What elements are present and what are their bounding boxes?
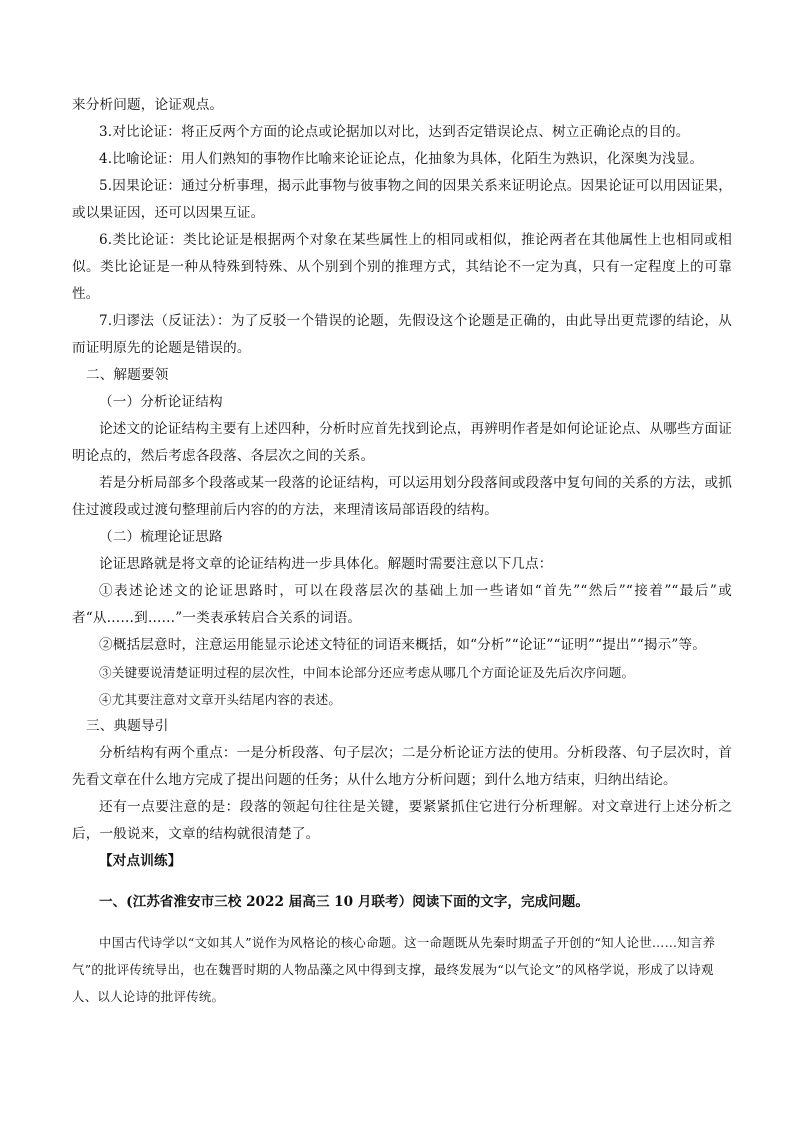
- paragraph-intro-tail: 来分析问题，论证观点。: [72, 97, 224, 113]
- subheading-argument-ideas: （二）梳理论证思路: [99, 529, 223, 545]
- paragraph-structure-1: 论述文的论证结构主要有上述四种，分析时应首先找到论点，再辨明作者是如何论证论点、从哪些方面证明论点的，然后考虑各段落、各层次之间的关系。: [72, 421, 732, 464]
- paragraph-point-2: ②概括层意时，注意运用能显示论述文特征的词语来概括，如“分析”“论证”“证明”“提出”“揭示”等。: [99, 637, 706, 653]
- paragraph-structure-2: 若是分析局部多个段落或某一段落的论证结构，可以运用划分段落间或段落中复句间的关系的方法，或抓住过渡段或过渡句整理前后内容的的方法，来理清该局部语段的结构。: [72, 475, 732, 518]
- paragraph-point-4: ④尤其要注意对文章开头结尾内容的表述。: [99, 692, 342, 707]
- paragraph-metaphor-argument: 4.比喻论证：用人们熟知的事物作比喻来论证论点，化抽象为具体，化陌生为熟识，化深奥为浅显。: [99, 151, 704, 167]
- paragraph-reductio-argument: 7.归谬法（反证法）：为了反驳一个错误的论题，先假设这个论题是正确的，由此导出更荒谬的结论，从而证明原先的论题是错误的。: [72, 313, 732, 356]
- section-heading-examples: 三、典题导引: [86, 718, 169, 734]
- question-title: 一、(江苏省淮安市三校 2022 届高三 10 月联考）阅读下面的文字，完成问题。: [99, 893, 589, 910]
- paragraph-point-1: ①表述论述文的论证思路时，可以在段落层次的基础上加一些诸如“首先”“然后”“接着”“最后”或者“从……到……”一类表承转启合关系的词语。: [72, 583, 732, 626]
- paragraph-contrast-argument: 3.对比论证：将正反两个方面的论点或论据加以对比，达到否定错误论点、树立正确论点的目的。: [99, 124, 690, 140]
- paragraph-example-1: 分析结构有两个重点：一是分析段落、句子层次；二是分析论证方法的使用。分析段落、句子层次时，首先看文章在什么地方完成了提出问题的任务；从什么地方分析问题；到什么地方结束，归纳出结论。: [72, 745, 732, 788]
- section-heading-key-points: 二、解题要领: [86, 367, 169, 383]
- reading-passage: 中国古代诗学以“文如其人”说作为风格论的核心命题。这一命题既从先秦时期孟子开创的“知人论世……知言养气”的批评传统导出，也在魏晋时期的人物品藻之风中得到支撑，最终发展为“以气论文”的风格学说，形成了以诗观人、以人论诗的批评传统。: [72, 935, 716, 1005]
- document-page: [72, 92, 732, 1010]
- subheading-analyze-structure: （一）分析论证结构: [99, 394, 223, 410]
- paragraph-example-2: 还有一点要注意的是：段落的领起句往往是关键，要紧紧抓住它进行分析理解。对文章进行上述分析之后，一般说来，文章的结构就很清楚了。: [72, 799, 732, 842]
- training-heading: 【对点训练】: [99, 853, 182, 869]
- paragraph-analogy-argument: 6.类比论证：类比论证是根据两个对象在某些属性上的相同或相似，推论两者在其他属性上也相同或相似。类比论证是一种从特殊到特殊、从个别到个别的推理方式，其结论不一定为真，只有一定程度上的可靠性。: [72, 232, 732, 302]
- paragraph-causal-argument: 5.因果论证：通过分析事理，揭示此事物与彼事物之间的因果关系来证明论点。因果论证可以用因证果，或以果证因，还可以因果互证。: [72, 178, 732, 221]
- paragraph-point-3: ③关键要说清楚证明过程的层次性，中间本论部分还应考虑从哪几个方面论证及先后次序问题。: [99, 665, 635, 680]
- paragraph-ideas-intro: 论证思路就是将文章的论证结构进一步具体化。解题时需要注意以下几点：: [99, 556, 553, 572]
